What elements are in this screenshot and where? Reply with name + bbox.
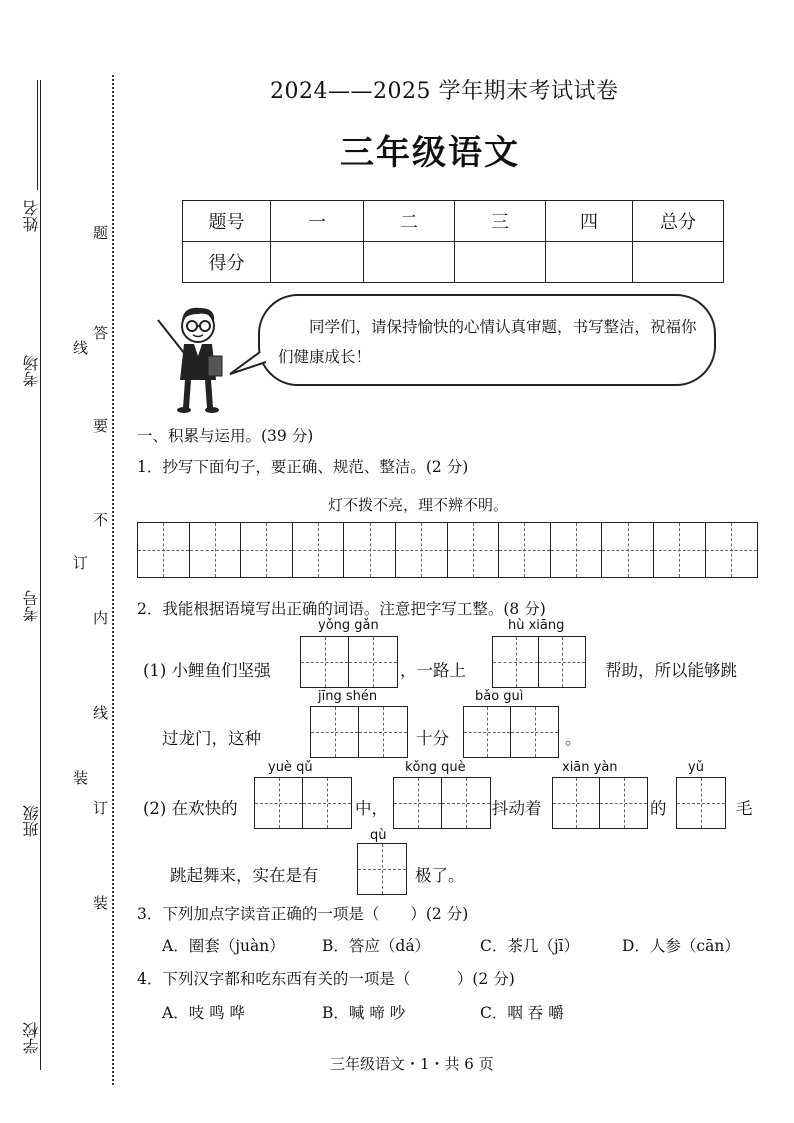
pinyin: xiān yàn <box>562 760 618 775</box>
pinyin: kǒng què <box>405 760 466 775</box>
score-cell[interactable] <box>633 242 724 283</box>
subject-title: 三年级语文 <box>340 133 520 173</box>
binding-word: 内 <box>91 610 109 625</box>
pinyin: yuè qǔ <box>268 760 313 775</box>
pinyin: yǒng gǎn <box>318 618 379 633</box>
answer-box-jingshen[interactable] <box>310 706 408 758</box>
page-footer: 三年级语文・1・共 6 页 <box>330 1055 494 1073</box>
score-header: 题号 <box>183 201 271 242</box>
score-cell[interactable] <box>546 242 633 283</box>
answer-box-yonggan[interactable] <box>300 636 398 688</box>
exam-room-label: 考场 <box>22 355 41 387</box>
binding-word: 订 <box>71 555 89 570</box>
binding-word: 线 <box>71 340 89 355</box>
fill-line-text: 的 <box>650 799 667 818</box>
speech-bubble-tail <box>228 348 268 378</box>
copy-sentence: 灯不拨不亮，理不辨不明。 <box>328 496 509 514</box>
class-label: 班级 <box>22 805 41 837</box>
score-row-label: 得分 <box>183 242 271 283</box>
pinyin: yǔ <box>688 760 704 775</box>
binding-word: 要 <box>91 418 109 433</box>
option-c[interactable]: C．茶几（jī） <box>480 937 580 955</box>
pinyin: bǎo guì <box>475 689 524 704</box>
question-4-prompt: 4．下列汉字都和吃东西有关的一项是（ ）(2 分) <box>137 970 515 988</box>
binding-word: 不 <box>91 512 109 527</box>
fill-line-text: 。 <box>565 729 582 748</box>
score-cell[interactable] <box>455 242 546 283</box>
fill-line-text: 过龙门，这种 <box>162 729 261 748</box>
score-cell[interactable] <box>271 242 364 283</box>
fill-line-text: 抖动着 <box>492 799 542 818</box>
name-label: 姓名 <box>22 200 41 232</box>
binding-word: 线 <box>91 705 109 720</box>
binding-word: 装 <box>71 770 89 785</box>
fill-line-text: (2) 在欢快的 <box>143 799 238 818</box>
score-header: 四 <box>546 201 633 242</box>
question-3-prompt: 3．下列加点字读音正确的一项是（ ）(2 分) <box>137 905 469 923</box>
exam-number-label: 考号 <box>22 590 41 622</box>
option-a[interactable]: A．圈套（juàn） <box>162 937 285 955</box>
score-header: 一 <box>271 201 364 242</box>
binding-word: 装 <box>91 895 109 910</box>
option-b[interactable]: B．答应（dá） <box>322 937 431 955</box>
question-1-prompt: 1．抄写下面句子，要正确、规范、整洁。(2 分) <box>137 458 469 476</box>
name-blank[interactable] <box>37 80 38 190</box>
score-header: 二 <box>364 201 455 242</box>
fill-line-text: 跳起舞来，实在是有 <box>170 866 319 885</box>
binding-dashed-line <box>112 75 114 1085</box>
answer-box-baogui[interactable] <box>463 706 559 758</box>
score-header: 总分 <box>633 201 724 242</box>
option-c[interactable]: C．咽 吞 嚼 <box>480 1004 564 1022</box>
score-cell[interactable] <box>364 242 455 283</box>
fill-line-text: 毛 <box>736 799 753 818</box>
fill-line-text: ，一路上 <box>400 661 466 680</box>
option-a[interactable]: A．吱 鸣 哗 <box>162 1004 246 1022</box>
pinyin: jīng shén <box>318 689 378 704</box>
fill-line-text: 十分 <box>416 729 449 748</box>
binding-word: 订 <box>91 800 109 815</box>
answer-box-huxiang[interactable] <box>492 636 586 688</box>
answer-box-yu[interactable] <box>676 777 726 829</box>
fill-line-text: 中， <box>355 799 388 818</box>
option-d[interactable]: D．人参（cān） <box>622 937 740 955</box>
score-header: 三 <box>455 201 546 242</box>
answer-box-qu[interactable] <box>357 843 407 895</box>
option-b[interactable]: B．喊 啼 吵 <box>322 1004 406 1022</box>
question-2-prompt: 2．我能根据语境写出正确的词语。注意把字写工整。(8 分) <box>137 600 546 618</box>
answer-box-yuequ[interactable] <box>254 777 352 829</box>
pinyin: qù <box>370 828 387 843</box>
copy-writing-grid[interactable] <box>137 522 758 578</box>
answer-box-kongque[interactable] <box>393 777 491 829</box>
section-heading: 一、积累与运用。(39 分) <box>137 427 314 445</box>
school-label: 学校 <box>22 1022 41 1054</box>
exam-title: 2024——2025 学年期末考试试卷 <box>270 79 619 104</box>
greeting-text: 同学们，请保持愉快的心情认真审题，书写整洁，祝福你们健康成长！ <box>278 318 697 366</box>
pinyin: hù xiāng <box>508 618 565 633</box>
fill-line-text: (1) 小鲤鱼们坚强 <box>143 661 271 680</box>
answer-box-xianyan[interactable] <box>552 777 648 829</box>
binding-word: 答 <box>91 325 109 340</box>
fill-line-text: 极了。 <box>415 866 465 885</box>
score-table <box>182 200 724 283</box>
binding-word: 题 <box>91 225 109 240</box>
fill-line-text: 帮助，所以能够跳 <box>605 661 737 680</box>
